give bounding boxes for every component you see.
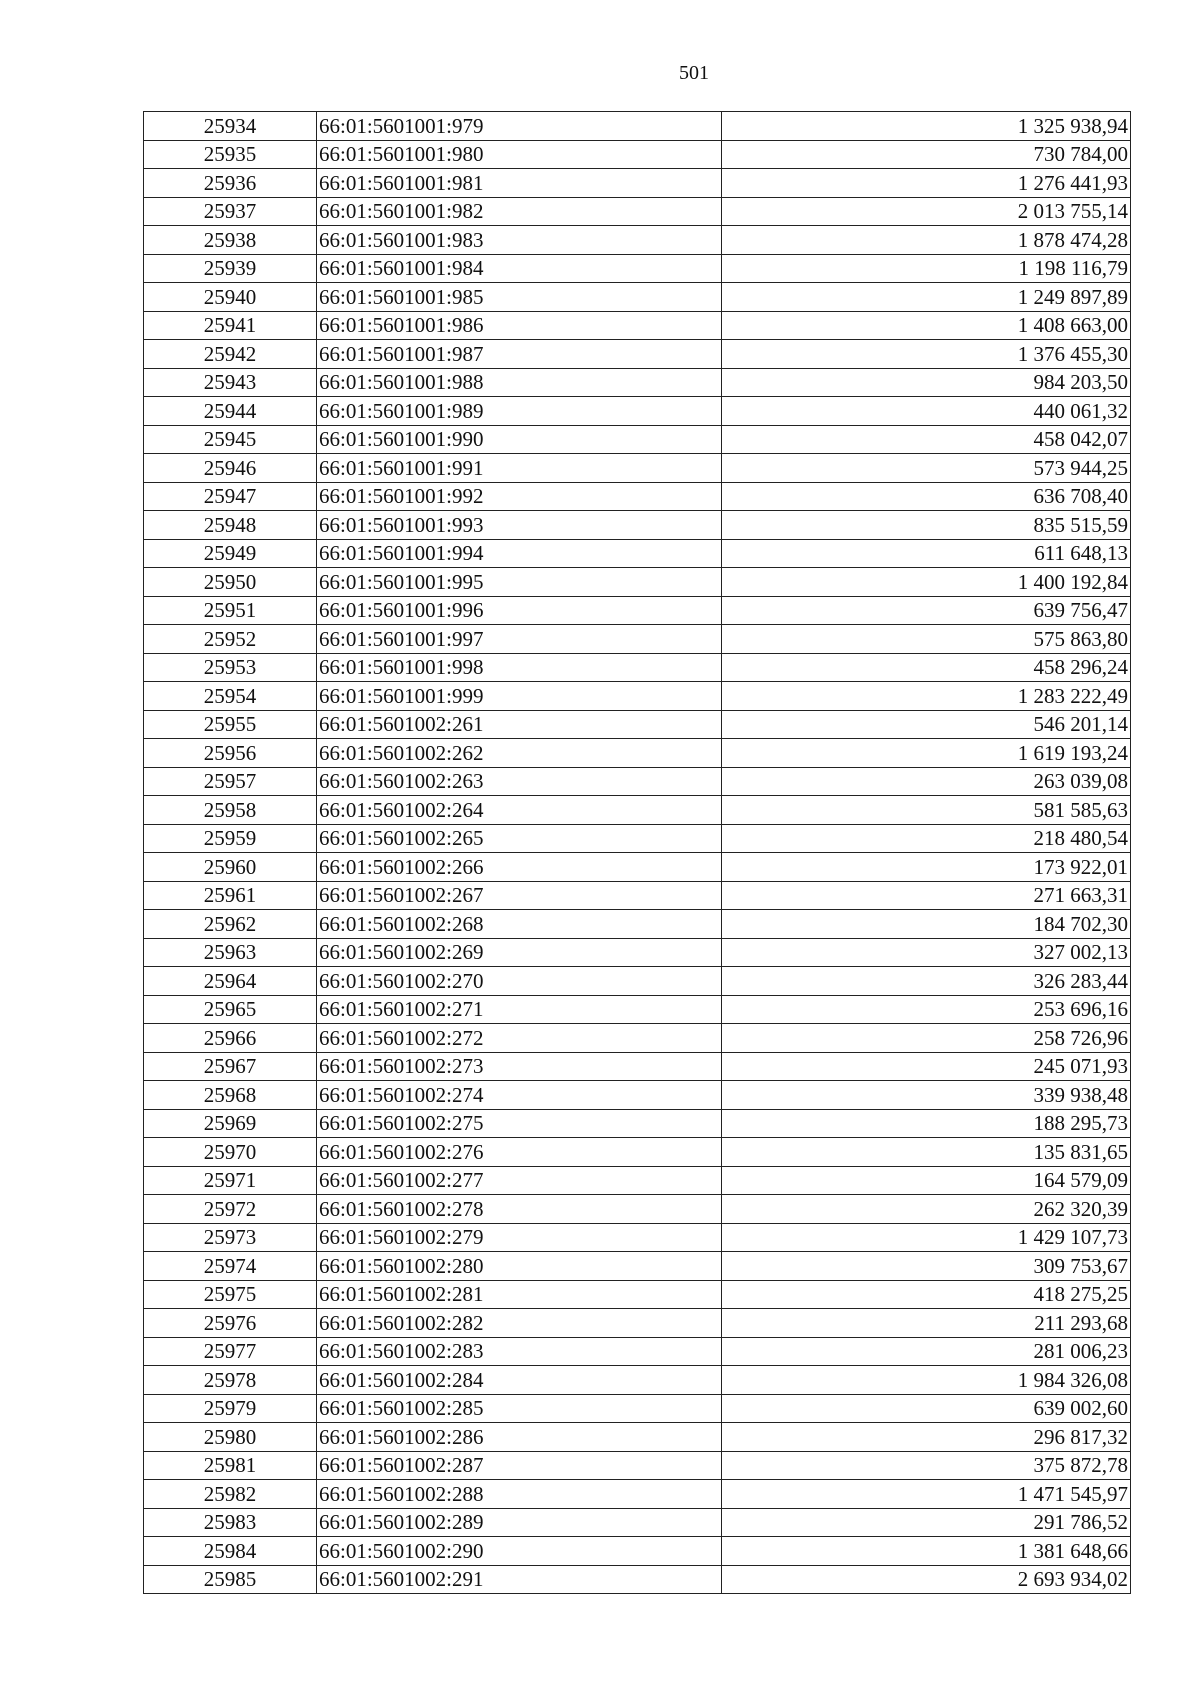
table-row xyxy=(144,596,1131,625)
table-row xyxy=(144,995,1131,1024)
table-row xyxy=(144,368,1131,397)
value-cell: 639 002,60 xyxy=(722,1394,1131,1423)
cadastral-number-cell: 66:01:5601002:280 xyxy=(317,1252,722,1281)
value-cell: 1 198 116,79 xyxy=(722,254,1131,283)
cadastral-number-cell: 66:01:5601001:982 xyxy=(317,197,722,226)
table-row xyxy=(144,682,1131,711)
row-number-cell: 25935 xyxy=(144,140,317,169)
value-cell: 1 381 648,66 xyxy=(722,1537,1131,1566)
value-cell: 1 276 441,93 xyxy=(722,169,1131,198)
table-row xyxy=(144,739,1131,768)
value-cell: 611 648,13 xyxy=(722,539,1131,568)
table-row xyxy=(144,625,1131,654)
cadastral-number-cell: 66:01:5601002:264 xyxy=(317,796,722,825)
row-number-cell: 25966 xyxy=(144,1024,317,1053)
value-cell: 2 013 755,14 xyxy=(722,197,1131,226)
registry-table xyxy=(143,111,1131,1594)
value-cell: 245 071,93 xyxy=(722,1052,1131,1081)
cadastral-number-cell: 66:01:5601002:269 xyxy=(317,938,722,967)
value-cell: 1 408 663,00 xyxy=(722,311,1131,340)
table-row xyxy=(144,169,1131,198)
cadastral-number-cell: 66:01:5601001:989 xyxy=(317,397,722,426)
row-number-cell: 25969 xyxy=(144,1109,317,1138)
cadastral-number-cell: 66:01:5601002:262 xyxy=(317,739,722,768)
value-cell: 188 295,73 xyxy=(722,1109,1131,1138)
table-row xyxy=(144,910,1131,939)
table-row xyxy=(144,482,1131,511)
row-number-cell: 25956 xyxy=(144,739,317,768)
row-number-cell: 25975 xyxy=(144,1280,317,1309)
cadastral-number-cell: 66:01:5601001:998 xyxy=(317,653,722,682)
row-number-cell: 25963 xyxy=(144,938,317,967)
table-row xyxy=(144,511,1131,540)
value-cell: 184 702,30 xyxy=(722,910,1131,939)
row-number-cell: 25962 xyxy=(144,910,317,939)
row-number-cell: 25979 xyxy=(144,1394,317,1423)
cadastral-number-cell: 66:01:5601002:285 xyxy=(317,1394,722,1423)
row-number-cell: 25945 xyxy=(144,425,317,454)
row-number-cell: 25949 xyxy=(144,539,317,568)
table-row xyxy=(144,881,1131,910)
table-row xyxy=(144,425,1131,454)
cadastral-number-cell: 66:01:5601001:979 xyxy=(317,112,722,141)
value-cell: 1 471 545,97 xyxy=(722,1480,1131,1509)
cadastral-number-cell: 66:01:5601001:995 xyxy=(317,568,722,597)
row-number-cell: 25981 xyxy=(144,1451,317,1480)
cadastral-number-cell: 66:01:5601002:261 xyxy=(317,710,722,739)
table-row xyxy=(144,967,1131,996)
value-cell: 135 831,65 xyxy=(722,1138,1131,1167)
table-row xyxy=(144,1451,1131,1480)
cadastral-number-cell: 66:01:5601002:282 xyxy=(317,1309,722,1338)
value-cell: 327 002,13 xyxy=(722,938,1131,967)
cadastral-number-cell: 66:01:5601002:277 xyxy=(317,1166,722,1195)
value-cell: 281 006,23 xyxy=(722,1337,1131,1366)
cadastral-number-cell: 66:01:5601001:983 xyxy=(317,226,722,255)
row-number-cell: 25972 xyxy=(144,1195,317,1224)
value-cell: 1 376 455,30 xyxy=(722,340,1131,369)
table-row xyxy=(144,112,1131,141)
cadastral-number-cell: 66:01:5601001:986 xyxy=(317,311,722,340)
row-number-cell: 25937 xyxy=(144,197,317,226)
value-cell: 375 872,78 xyxy=(722,1451,1131,1480)
page-number: 501 xyxy=(679,62,709,84)
cadastral-number-cell: 66:01:5601002:271 xyxy=(317,995,722,1024)
row-number-cell: 25983 xyxy=(144,1508,317,1537)
cadastral-number-cell: 66:01:5601002:283 xyxy=(317,1337,722,1366)
row-number-cell: 25952 xyxy=(144,625,317,654)
cadastral-number-cell: 66:01:5601002:276 xyxy=(317,1138,722,1167)
table-row xyxy=(144,397,1131,426)
cadastral-number-cell: 66:01:5601001:987 xyxy=(317,340,722,369)
row-number-cell: 25970 xyxy=(144,1138,317,1167)
table-row xyxy=(144,1337,1131,1366)
value-cell: 835 515,59 xyxy=(722,511,1131,540)
table-row xyxy=(144,311,1131,340)
value-cell: 1 325 938,94 xyxy=(722,112,1131,141)
value-cell: 546 201,14 xyxy=(722,710,1131,739)
cadastral-number-cell: 66:01:5601001:999 xyxy=(317,682,722,711)
cadastral-number-cell: 66:01:5601002:266 xyxy=(317,853,722,882)
table-row xyxy=(144,1280,1131,1309)
table-row xyxy=(144,539,1131,568)
cadastral-number-cell: 66:01:5601002:287 xyxy=(317,1451,722,1480)
table-row xyxy=(144,1423,1131,1452)
value-cell: 1 429 107,73 xyxy=(722,1223,1131,1252)
table-row xyxy=(144,1166,1131,1195)
table-row xyxy=(144,568,1131,597)
table-row xyxy=(144,1565,1131,1594)
value-cell: 458 296,24 xyxy=(722,653,1131,682)
table-row xyxy=(144,1109,1131,1138)
value-cell: 1 249 897,89 xyxy=(722,283,1131,312)
row-number-cell: 25974 xyxy=(144,1252,317,1281)
cadastral-number-cell: 66:01:5601002:281 xyxy=(317,1280,722,1309)
value-cell: 581 585,63 xyxy=(722,796,1131,825)
row-number-cell: 25967 xyxy=(144,1052,317,1081)
cadastral-number-cell: 66:01:5601002:286 xyxy=(317,1423,722,1452)
row-number-cell: 25964 xyxy=(144,967,317,996)
table-row xyxy=(144,1537,1131,1566)
table-row xyxy=(144,938,1131,967)
cadastral-number-cell: 66:01:5601002:272 xyxy=(317,1024,722,1053)
cadastral-number-cell: 66:01:5601001:985 xyxy=(317,283,722,312)
table-row xyxy=(144,140,1131,169)
cadastral-number-cell: 66:01:5601001:996 xyxy=(317,596,722,625)
table-row xyxy=(144,454,1131,483)
table-row xyxy=(144,254,1131,283)
table-row xyxy=(144,1052,1131,1081)
cadastral-number-cell: 66:01:5601002:290 xyxy=(317,1537,722,1566)
row-number-cell: 25938 xyxy=(144,226,317,255)
row-number-cell: 25976 xyxy=(144,1309,317,1338)
row-number-cell: 25936 xyxy=(144,169,317,198)
value-cell: 2 693 934,02 xyxy=(722,1565,1131,1594)
value-cell: 211 293,68 xyxy=(722,1309,1131,1338)
row-number-cell: 25942 xyxy=(144,340,317,369)
cadastral-number-cell: 66:01:5601002:267 xyxy=(317,881,722,910)
value-cell: 271 663,31 xyxy=(722,881,1131,910)
value-cell: 575 863,80 xyxy=(722,625,1131,654)
row-number-cell: 25971 xyxy=(144,1166,317,1195)
value-cell: 1 619 193,24 xyxy=(722,739,1131,768)
row-number-cell: 25939 xyxy=(144,254,317,283)
value-cell: 253 696,16 xyxy=(722,995,1131,1024)
value-cell: 730 784,00 xyxy=(722,140,1131,169)
row-number-cell: 25946 xyxy=(144,454,317,483)
value-cell: 326 283,44 xyxy=(722,967,1131,996)
cadastral-number-cell: 66:01:5601002:279 xyxy=(317,1223,722,1252)
table-row xyxy=(144,710,1131,739)
cadastral-number-cell: 66:01:5601001:988 xyxy=(317,368,722,397)
value-cell: 418 275,25 xyxy=(722,1280,1131,1309)
cadastral-number-cell: 66:01:5601001:992 xyxy=(317,482,722,511)
row-number-cell: 25950 xyxy=(144,568,317,597)
cadastral-number-cell: 66:01:5601001:990 xyxy=(317,425,722,454)
row-number-cell: 25957 xyxy=(144,767,317,796)
row-number-cell: 25947 xyxy=(144,482,317,511)
cadastral-number-cell: 66:01:5601002:263 xyxy=(317,767,722,796)
value-cell: 1 984 326,08 xyxy=(722,1366,1131,1395)
value-cell: 218 480,54 xyxy=(722,824,1131,853)
cadastral-number-cell: 66:01:5601002:288 xyxy=(317,1480,722,1509)
value-cell: 263 039,08 xyxy=(722,767,1131,796)
cadastral-number-cell: 66:01:5601002:265 xyxy=(317,824,722,853)
row-number-cell: 25977 xyxy=(144,1337,317,1366)
row-number-cell: 25965 xyxy=(144,995,317,1024)
row-number-cell: 25954 xyxy=(144,682,317,711)
cadastral-number-cell: 66:01:5601001:993 xyxy=(317,511,722,540)
table-row xyxy=(144,1508,1131,1537)
table-row xyxy=(144,1195,1131,1224)
row-number-cell: 25980 xyxy=(144,1423,317,1452)
cadastral-number-cell: 66:01:5601001:994 xyxy=(317,539,722,568)
cadastral-number-cell: 66:01:5601001:980 xyxy=(317,140,722,169)
row-number-cell: 25959 xyxy=(144,824,317,853)
value-cell: 262 320,39 xyxy=(722,1195,1131,1224)
table-row xyxy=(144,340,1131,369)
value-cell: 573 944,25 xyxy=(722,454,1131,483)
value-cell: 258 726,96 xyxy=(722,1024,1131,1053)
table-row xyxy=(144,1366,1131,1395)
table-row xyxy=(144,796,1131,825)
table-row xyxy=(144,226,1131,255)
row-number-cell: 25973 xyxy=(144,1223,317,1252)
value-cell: 639 756,47 xyxy=(722,596,1131,625)
row-number-cell: 25951 xyxy=(144,596,317,625)
cadastral-number-cell: 66:01:5601001:997 xyxy=(317,625,722,654)
value-cell: 164 579,09 xyxy=(722,1166,1131,1195)
row-number-cell: 25985 xyxy=(144,1565,317,1594)
value-cell: 458 042,07 xyxy=(722,425,1131,454)
row-number-cell: 25955 xyxy=(144,710,317,739)
row-number-cell: 25943 xyxy=(144,368,317,397)
value-cell: 339 938,48 xyxy=(722,1081,1131,1110)
table-row xyxy=(144,1480,1131,1509)
row-number-cell: 25961 xyxy=(144,881,317,910)
cadastral-number-cell: 66:01:5601002:275 xyxy=(317,1109,722,1138)
cadastral-number-cell: 66:01:5601001:991 xyxy=(317,454,722,483)
row-number-cell: 25958 xyxy=(144,796,317,825)
row-number-cell: 25978 xyxy=(144,1366,317,1395)
cadastral-number-cell: 66:01:5601002:278 xyxy=(317,1195,722,1224)
table-row xyxy=(144,1024,1131,1053)
cadastral-number-cell: 66:01:5601002:274 xyxy=(317,1081,722,1110)
value-cell: 984 203,50 xyxy=(722,368,1131,397)
row-number-cell: 25984 xyxy=(144,1537,317,1566)
cadastral-number-cell: 66:01:5601001:984 xyxy=(317,254,722,283)
table-row xyxy=(144,197,1131,226)
table-row xyxy=(144,653,1131,682)
value-cell: 291 786,52 xyxy=(722,1508,1131,1537)
table-row xyxy=(144,1309,1131,1338)
table-row xyxy=(144,824,1131,853)
table-row xyxy=(144,853,1131,882)
row-number-cell: 25982 xyxy=(144,1480,317,1509)
table-row xyxy=(144,1081,1131,1110)
row-number-cell: 25940 xyxy=(144,283,317,312)
cadastral-number-cell: 66:01:5601002:273 xyxy=(317,1052,722,1081)
value-cell: 440 061,32 xyxy=(722,397,1131,426)
cadastral-number-cell: 66:01:5601002:284 xyxy=(317,1366,722,1395)
value-cell: 636 708,40 xyxy=(722,482,1131,511)
table-row xyxy=(144,1394,1131,1423)
value-cell: 1 878 474,28 xyxy=(722,226,1131,255)
table-row xyxy=(144,1223,1131,1252)
row-number-cell: 25960 xyxy=(144,853,317,882)
value-cell: 1 283 222,49 xyxy=(722,682,1131,711)
value-cell: 309 753,67 xyxy=(722,1252,1131,1281)
cadastral-number-cell: 66:01:5601002:270 xyxy=(317,967,722,996)
row-number-cell: 25944 xyxy=(144,397,317,426)
table-row xyxy=(144,1138,1131,1167)
registry-table-body xyxy=(144,112,1131,1594)
row-number-cell: 25953 xyxy=(144,653,317,682)
row-number-cell: 25948 xyxy=(144,511,317,540)
value-cell: 296 817,32 xyxy=(722,1423,1131,1452)
row-number-cell: 25941 xyxy=(144,311,317,340)
value-cell: 1 400 192,84 xyxy=(722,568,1131,597)
table-row xyxy=(144,767,1131,796)
cadastral-number-cell: 66:01:5601002:291 xyxy=(317,1565,722,1594)
table-row xyxy=(144,1252,1131,1281)
cadastral-number-cell: 66:01:5601001:981 xyxy=(317,169,722,198)
value-cell: 173 922,01 xyxy=(722,853,1131,882)
cadastral-number-cell: 66:01:5601002:268 xyxy=(317,910,722,939)
row-number-cell: 25968 xyxy=(144,1081,317,1110)
table-row xyxy=(144,283,1131,312)
cadastral-number-cell: 66:01:5601002:289 xyxy=(317,1508,722,1537)
row-number-cell: 25934 xyxy=(144,112,317,141)
